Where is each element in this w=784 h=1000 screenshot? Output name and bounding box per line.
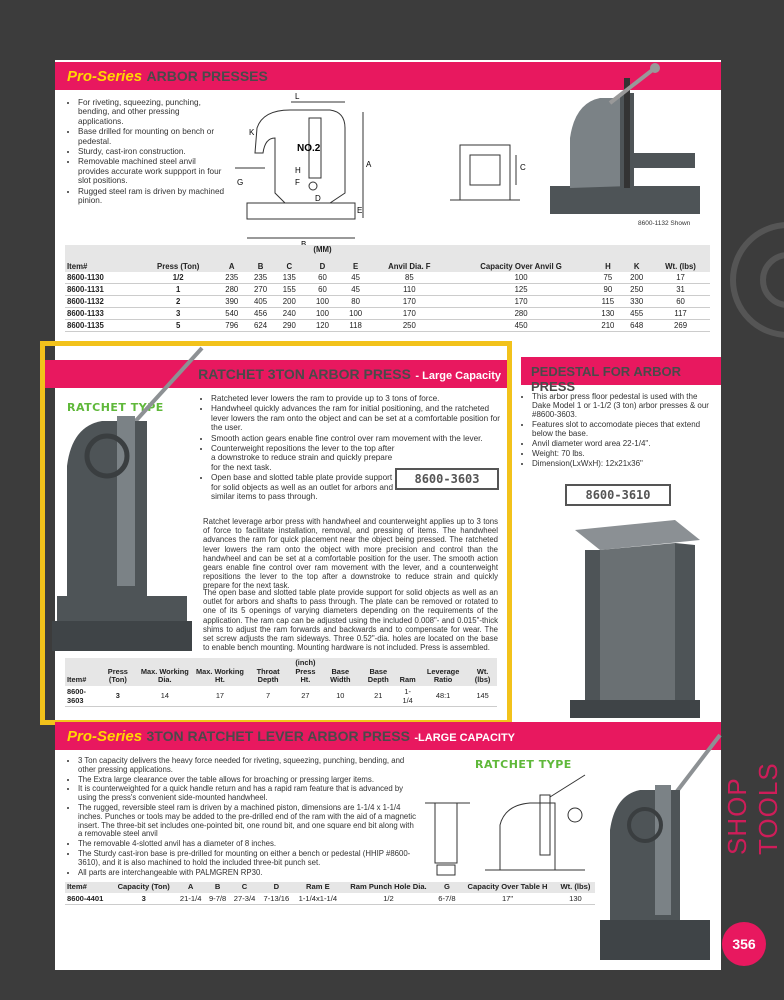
col-header: Leverage Ratio [418,658,468,686]
cell: 115 [594,296,623,308]
pedestal-photo [555,515,705,725]
arbor-spec-table [65,245,710,332]
ratchet-lever-features [67,757,419,878]
col-header: Throat Depth [247,658,289,686]
col-header: B [246,245,275,272]
col-header: Capacity Over Anvil G [449,245,594,272]
cell: 27 [289,686,321,707]
table-row [65,272,710,284]
cell: 110 [370,284,449,296]
cell: 120 [304,320,342,332]
cell: 235 [217,272,246,284]
table-row [65,893,595,905]
header-title: 3TON RATCHET LEVER ARBOR PRESS [146,728,410,744]
cell: 9-7/8 [205,893,230,905]
ratchet-type-label: RATCHET TYPE [475,758,572,771]
arbor-press-side-view [450,135,530,215]
cell: 60 [304,272,342,284]
cell: 60 [304,284,342,296]
header-sub: -LARGE CAPACITY [414,732,516,744]
col-header: Wt. (lbs) [651,245,710,272]
feature-item: • The Extra large clearance over the table allows for broaching or pressing larger items. [78,776,419,785]
cell: 8600-1135 [65,320,139,332]
section-header-pedestal [521,357,721,394]
cell: 10 [321,686,359,707]
cell: 145 [468,686,497,707]
feature-item: • All parts are interchangeable with PALMGREN RP30. [78,869,419,878]
header-prefix: Pro-Series [67,68,143,85]
feature-item: • Sturdy, cast-iron construction. [78,147,227,156]
cell: 450 [449,320,594,332]
cell: 2 [139,296,217,308]
cell: 1-1/4 [397,686,418,707]
table-row [65,296,710,308]
feature-item: • Weight: 70 lbs. [532,449,716,458]
feature-item: • Handwheel quickly advances the ram for initial positioning, and the ratcheted lever lowers the ram onto the object and can be set at a comfortable position for the user. [211,404,500,432]
header-title: ARBOR PRESSES [146,68,268,84]
feature-item: • The removable 4-slotted anvil has a diameter of 8 inches. [78,840,419,849]
cell: 130 [556,893,595,905]
col-header: Item# [65,882,111,893]
cell: 250 [622,284,651,296]
cell: 170 [449,296,594,308]
table-row [65,686,497,707]
cell: 1/2 [342,893,434,905]
col-header: H [594,245,623,272]
feature-item: • Dimension(LxWxH): 12x21x36" [532,459,716,468]
cell: 21 [359,686,397,707]
cell: 8600-1132 [65,296,139,308]
cell: 17" [459,893,556,905]
cell: 135 [275,272,304,284]
cell: 100 [341,308,370,320]
cell: 235 [246,272,275,284]
side-gear-decoration [718,160,770,400]
cell: 17 [193,686,247,707]
cell: 45 [341,272,370,284]
dim-label-f: F [295,178,300,187]
table-row [65,308,710,320]
col-header: C [230,882,259,893]
ratchet-lever-photo [595,735,720,965]
unit-label: (MM) [313,245,332,254]
page-number: 356 [732,936,756,952]
cell: 118 [341,320,370,332]
dim-label-d: D [315,194,321,203]
col-header: A [176,882,205,893]
dim-label-l: L [295,92,300,101]
col-header: D [259,882,293,893]
feature-item: • Ratcheted lever lowers the ram to provide up to 3 tons of force. [211,394,500,403]
feature-item: • The Sturdy cast-iron base is pre-drilled for mounting on either a bench or pedestal (HHIP #8600-3610), and it is also machined to hold the included three-bit punch set. [78,850,419,868]
feature-item: • Anvil diameter word area 22-1/4". [532,439,716,448]
dim-label-k: K [249,128,255,137]
col-header: Max. Working Ht. [193,658,247,686]
col-header: E [341,245,370,272]
col-header: Base Width [321,658,359,686]
cell: 648 [622,320,651,332]
cell: 130 [594,308,623,320]
page-number-badge [722,922,766,966]
photo-caption: 8600-1132 Shown [638,220,691,227]
cell: 250 [370,320,449,332]
col-header [304,245,342,272]
cell: 155 [275,284,304,296]
side-text-shop-tools: SHOP TOOLS [722,762,783,855]
cell: 21-1/4 [176,893,205,905]
col-header: Press (Ton) [139,245,217,272]
feature-item: • Features slot to accomodate pieces that extend below the base. [532,420,716,438]
cell: 48:1 [418,686,468,707]
feature-item: • The rugged, reversible steel ram is driven by a machined piston, dimensions are 1-1/4 x 1-1/4 inches. Punches or tools may be added to the pre-drilled end of the ram with the aid of a magnetic insert. The three-bit set includes one-pointed bit, one round bit, and one square end bit along with a removable steel anvil [78,804,419,839]
cell: 269 [651,320,710,332]
col-header: Ram Punch Hole Dia. [342,882,434,893]
cell: 90 [594,284,623,296]
header-prefix: Pro-Series [67,728,143,745]
feature-item: • Counterweight repositions the lever to the top after a downstroke to reduce strain and quickly prepare for the next task. [211,444,396,472]
feature-item: • It is counterweighted for a quick handle return and has a rapid ram feature that is advanced by using the press's convenient side-mounted handwheel. [78,785,419,803]
cell: 3 [139,308,217,320]
cell: 330 [622,296,651,308]
ratchet-spec-table [65,658,497,707]
cell: 60 [651,296,710,308]
catalog-page [55,60,721,970]
cell: 8600-1130 [65,272,139,284]
dim-label-e: E [357,206,363,215]
feature-item: • Removable machined steel anvil provides accurate work suppport in four slot positions. [78,157,227,185]
feature-item: • 3 Ton capacity delivers the heavy force needed for riveting, squeezing, punching, bending, and other pressing applications. [78,757,419,775]
cell: 390 [217,296,246,308]
cell: 7-13/16 [259,893,293,905]
cell: 1-1/4x1-1/4 [293,893,342,905]
col-header: Ram E [293,882,342,893]
ratchet-lever-spec-table [65,882,595,905]
ratchet-press-photo [47,346,197,666]
col-header: C [275,245,304,272]
cell: 455 [622,308,651,320]
cell: 85 [370,272,449,284]
col-header: Base Depth [359,658,397,686]
header-title: RATCHET 3TON ARBOR PRESS [198,366,411,382]
feature-item: • Base drilled for mounting on bench or pedestal. [78,127,227,146]
cell: 100 [449,272,594,284]
ratchet-lever-drawing [425,775,595,885]
model-number: 8600-3610 [585,488,651,502]
col-header: Anvil Dia. F [370,245,449,272]
arbor-press-dimension-drawing [235,92,375,248]
cell: 270 [246,284,275,296]
cell: 8600-3603 [65,686,99,707]
cell: 170 [370,308,449,320]
col-header [289,658,321,686]
dim-label-no: NO.2 [297,143,321,154]
cell: 456 [246,308,275,320]
col-header: Ram [397,658,418,686]
cell: 100 [304,296,342,308]
col-header: G [435,882,460,893]
cell: 8600-1133 [65,308,139,320]
cell: 5 [139,320,217,332]
cell: 100 [304,308,342,320]
cell: 3 [111,893,176,905]
model-number-box [565,484,671,506]
dim-label-a: A [366,160,372,169]
cell: 624 [246,320,275,332]
cell: 200 [275,296,304,308]
table-row [65,284,710,296]
arbor-features [67,98,227,206]
col-header: Item# [65,658,99,686]
cell: 540 [217,308,246,320]
dim-label-h: H [295,166,301,175]
cell: 17 [651,272,710,284]
cell: 280 [217,284,246,296]
col-header: B [205,882,230,893]
arbor-press-photo [540,68,710,228]
cell: 8600-1131 [65,284,139,296]
col-label: D [319,261,326,271]
unit-label: (inch) [295,658,316,667]
cell: 8600-4401 [65,893,111,905]
col-header: K [622,245,651,272]
cell: 3 [99,686,137,707]
feature-item: • Open base and slotted table plate provide support for solid objects as well as an outlet for arbors and similar items to pass through. [211,473,396,501]
cell: 31 [651,284,710,296]
col-header: Item# [65,245,139,272]
feature-item: • Rugged steel ram is driven by machined pinion. [78,187,227,206]
ratchet-description-2: The open base and slotted table plate provide support for solid objects as well as an outlet for arbors and shafts to pass through. The plate can be removed or rotated to one of its 5 openings of varying diameters depending on the requirements of the application. The ram cap can be adjusted using the included 0.008"- and 0.015"-thick shims to adjust the ram forwards and backwards and to compensate for wear. The set screw adjusts the ram sideways. Three 0.52"-dia. holes are located on the base to enable bench mounting. Mounting hardware is not included. Press is assembled. [203,588,498,653]
ratchet-type-label: RATCHET TYPE [67,401,164,414]
col-header: Wt. (lbs) [556,882,595,893]
cell: 6-7/8 [435,893,460,905]
table-row [65,320,710,332]
cell: 240 [275,308,304,320]
cell: 200 [622,272,651,284]
cell: 405 [246,296,275,308]
model-number: 8600-3603 [414,472,480,486]
header-title: PEDESTAL FOR ARBOR PRESS [531,364,681,394]
cell: 117 [651,308,710,320]
pedestal-features [521,392,716,469]
col-header: Press (Ton) [99,658,137,686]
model-number-box [395,468,499,490]
cell: 280 [449,308,594,320]
cell: 7 [247,686,289,707]
cell: 45 [341,284,370,296]
cell: 75 [594,272,623,284]
col-header: Wt. (lbs) [468,658,497,686]
cell: 14 [137,686,193,707]
cell: 1 [139,284,217,296]
cell: 125 [449,284,594,296]
col-header: A [217,245,246,272]
cell: 80 [341,296,370,308]
feature-item: • This arbor press floor pedestal is used with the Dake Model 1 or 1-1/2 (3 ton) arbor presses & our #8600-3603. [532,392,716,419]
col-header: Capacity (Ton) [111,882,176,893]
cell: 1/2 [139,272,217,284]
cell: 210 [594,320,623,332]
ratchet-description-1: Ratchet leverage arbor press with handwheel and counterweight applies up to 3 tons of force to facilitate installation, removal, and pressing of items. The handwheel advances the ram for quick placement near the object being pressed. The ratcheted lever lowers the ram onto the object with more precision and control than the handwheel and can be set at a comfortable position for the user. The smooth action gears enable fine control over ram movement with the lever, and a counterweight repositions the lever to the top after a downstroke to reduce strain and quickly prepare for the next task. [203,517,498,591]
col-header: Max. Working Dia. [137,658,193,686]
dim-label-g: G [237,178,244,187]
feature-item: • Smooth action gears enable fine control over ram movement with the lever. [211,434,500,443]
cell: 27-3/4 [230,893,259,905]
feature-item: • For riveting, squeezing, punching, bending, and other pressing applications. [78,98,227,126]
cell: 170 [370,296,449,308]
col-header: Capacity Over Table H [459,882,556,893]
cell: 290 [275,320,304,332]
cell: 796 [217,320,246,332]
header-sub: - Large Capacity [415,370,501,382]
dim-label-c: C [520,163,526,172]
col-label: Press Ht. [295,666,316,684]
